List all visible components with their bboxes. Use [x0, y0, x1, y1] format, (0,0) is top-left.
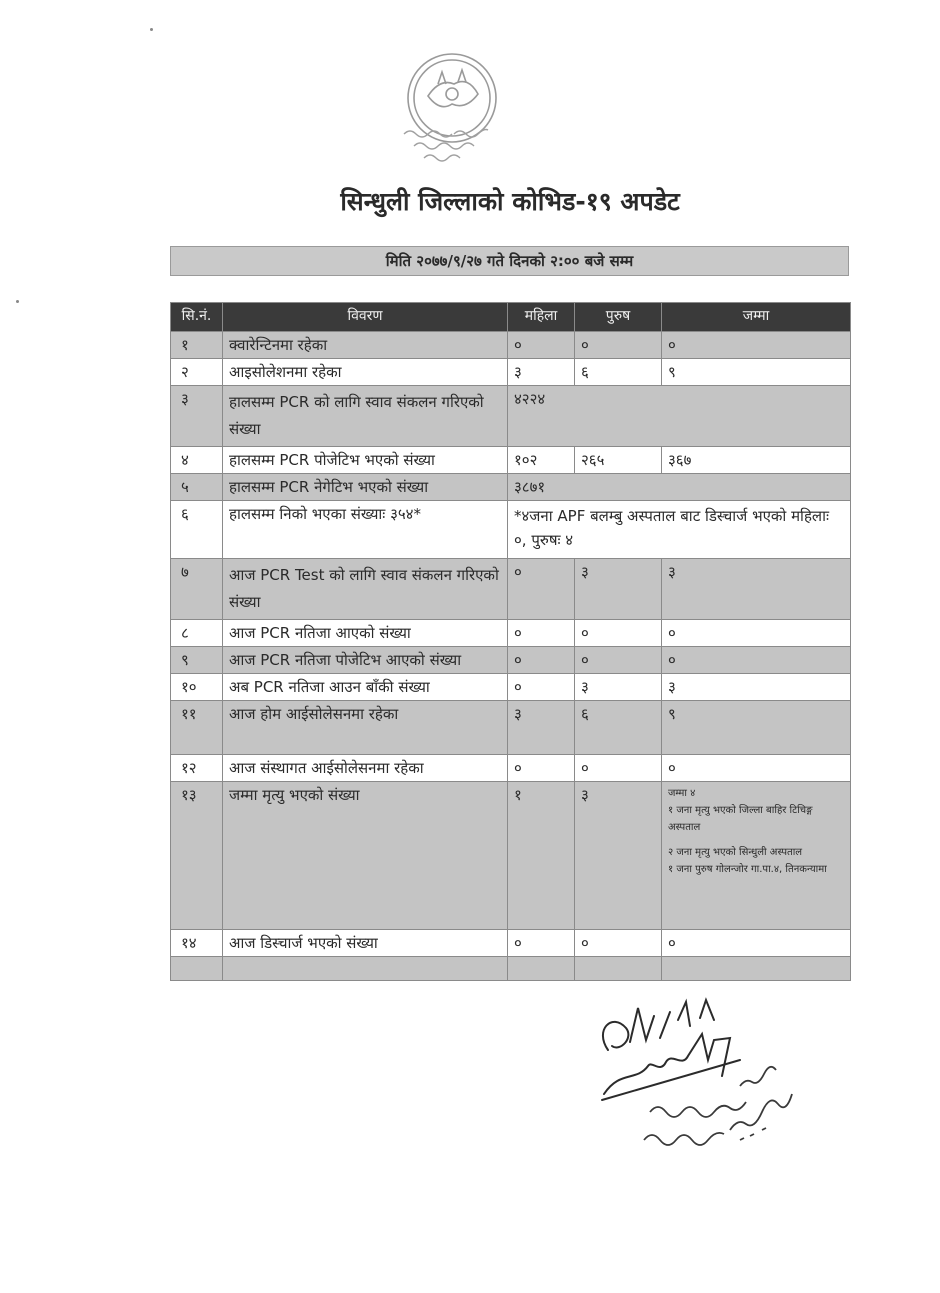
header-sn: सि.नं.: [171, 303, 223, 332]
table-row: [171, 559, 851, 620]
row-male: ६: [575, 359, 662, 386]
row-description: आज डिस्चार्ज भएको संख्या: [223, 930, 508, 957]
empty-cell: [575, 957, 662, 981]
row-sn: ६: [171, 501, 223, 559]
row-sn: २: [171, 359, 223, 386]
row-male: ३: [575, 674, 662, 701]
row-sn: ३: [171, 386, 223, 447]
row-female: १०२: [508, 447, 575, 474]
row-description: आज PCR नतिजा पोजेटिभ आएको संख्या: [223, 647, 508, 674]
row-male: २६५: [575, 447, 662, 474]
row-description: हालसम्म PCR नेगेटिभ भएको संख्या: [223, 474, 508, 501]
row-description: आज होम आईसोलेसनमा रहेका: [223, 701, 508, 755]
row-sn: ८: [171, 620, 223, 647]
death-note-line: २ जना मृत्यु भएको सिन्धुली अस्पताल: [668, 847, 803, 858]
row-female: ०: [508, 755, 575, 782]
row-sn: ४: [171, 447, 223, 474]
table-row: [171, 501, 851, 559]
row-total: ३: [662, 559, 851, 620]
row-female: ३: [508, 701, 575, 755]
row-male: ६: [575, 701, 662, 755]
table-row: [171, 620, 851, 647]
empty-cell: [171, 957, 223, 981]
row-male: ०: [575, 332, 662, 359]
table-row: [171, 755, 851, 782]
row-sn: ५: [171, 474, 223, 501]
row-female: ०: [508, 647, 575, 674]
table-row: [171, 647, 851, 674]
row-description: जम्मा मृत्यु भएको संख्या: [223, 782, 508, 930]
row-female: १: [508, 782, 575, 930]
row-female: ३: [508, 359, 575, 386]
header-male: पुरुष: [575, 303, 662, 332]
row-female: ०: [508, 930, 575, 957]
table-row: [171, 474, 851, 501]
row-total: ०: [662, 332, 851, 359]
row-male: ३: [575, 782, 662, 930]
table-row: [171, 782, 851, 930]
row-sn: ९: [171, 647, 223, 674]
table-row: [171, 359, 851, 386]
table-row: [171, 447, 851, 474]
death-note-line: १ जना पुरुष गोलन्जोर गा.पा.४, तिनकन्यामा: [668, 864, 827, 875]
row-description: क्वारेन्टिनमा रहेका: [223, 332, 508, 359]
row-sn: १३: [171, 782, 223, 930]
header-total: जम्मा: [662, 303, 851, 332]
row-total: ०: [662, 647, 851, 674]
row-female: ०: [508, 620, 575, 647]
scan-speck: [150, 28, 153, 31]
row-description: अब PCR नतिजा आउन बाँकी संख्या: [223, 674, 508, 701]
table-row: [171, 930, 851, 957]
row-total: ०: [662, 755, 851, 782]
table-row: [171, 701, 851, 755]
table-row: [171, 386, 851, 447]
row-total: ३६७: [662, 447, 851, 474]
row-male: ०: [575, 647, 662, 674]
row-sn: १०: [171, 674, 223, 701]
row-description: आइसोलेशनमा रहेका: [223, 359, 508, 386]
table-header-row: [171, 303, 851, 332]
row-description: आज PCR Test को लागि स्वाव संकलन गरिएको संख्या: [223, 559, 508, 620]
officer-signature-stamp: [590, 990, 830, 1170]
table-row: [171, 674, 851, 701]
row-total: ९: [662, 359, 851, 386]
row-sn: १४: [171, 930, 223, 957]
row-description: आज संस्थागत आईसोलेसनमा रहेका: [223, 755, 508, 782]
row-note: *४जना APF बलम्बु अस्पताल बाट डिस्चार्ज भएको महिलाः ०, पुरुषः ४: [508, 501, 851, 559]
empty-cell: [662, 957, 851, 981]
row-male: ०: [575, 755, 662, 782]
row-description: आज PCR नतिजा आएको संख्या: [223, 620, 508, 647]
row-sn: १: [171, 332, 223, 359]
office-seal-stamp: [384, 38, 520, 174]
row-sn: ११: [171, 701, 223, 755]
row-total: ३: [662, 674, 851, 701]
row-female: ४२२४: [508, 386, 851, 447]
death-total-line: जम्मा ४: [668, 788, 696, 799]
row-female: ३८७१: [508, 474, 851, 501]
header-female: महिला: [508, 303, 575, 332]
row-male: ३: [575, 559, 662, 620]
row-description: हालसम्म निको भएका संख्याः ३५४*: [223, 501, 508, 559]
table-row: [171, 332, 851, 359]
row-total: ९: [662, 701, 851, 755]
row-female: ०: [508, 674, 575, 701]
row-sn: १२: [171, 755, 223, 782]
page-title: सिन्धुली जिल्लाको कोभिड-१९ अपडेट: [340, 187, 680, 216]
row-sn: ७: [171, 559, 223, 620]
scan-speck: [16, 300, 19, 303]
empty-cell: [223, 957, 508, 981]
row-male: ०: [575, 620, 662, 647]
row-male: ०: [575, 930, 662, 957]
header-description: विवरण: [223, 303, 508, 332]
death-note-line: १ जना मृत्यु भएको जिल्ला बाहिर टिचिङ्ग अस्पताल: [668, 805, 813, 833]
empty-cell: [508, 957, 575, 981]
row-total-notes: [662, 782, 851, 930]
row-total: ०: [662, 620, 851, 647]
table-row-empty: [171, 957, 851, 981]
row-description: हालसम्म PCR को लागि स्वाव संकलन गरिएको संख्या: [223, 386, 508, 447]
row-description: हालसम्म PCR पोजेटिभ भएको संख्या: [223, 447, 508, 474]
date-line: मिति २०७७/९/२७ गते दिनको २:०० बजे सम्म: [170, 246, 849, 276]
covid-update-table: [170, 302, 851, 981]
row-female: ०: [508, 332, 575, 359]
row-total: ०: [662, 930, 851, 957]
row-female: ०: [508, 559, 575, 620]
